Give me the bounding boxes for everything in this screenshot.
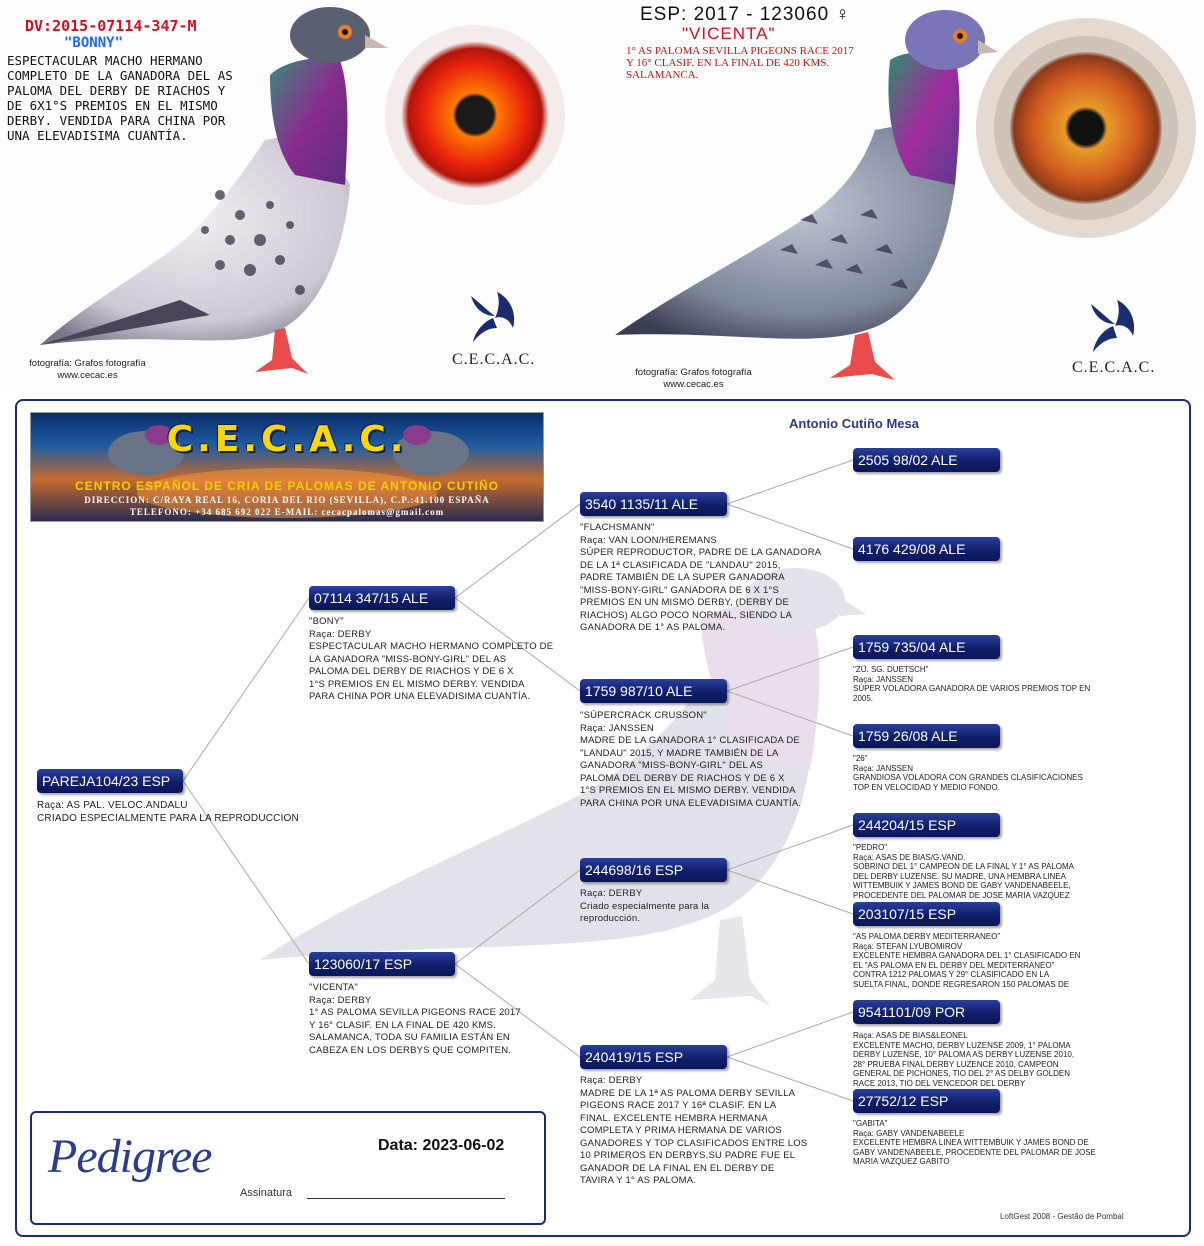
banner-contact: TELEFONO: +34 685 692 022 E-MAIL: cecacpalomas@gmail.com: [129, 507, 445, 517]
pedigree-node-sdd[interactable]: 1759 26/08 ALE: [853, 724, 1000, 748]
pedigree-node-dam-dam[interactable]: 240419/15 ESP: [580, 1045, 727, 1069]
photo-credit: fotografía: Grafos fotografía www.cecac.es: [635, 367, 752, 390]
cecac-logo-text: C.E.C.A.C.: [452, 351, 536, 368]
ring-number: ESP: 2017 - 123060 ♀: [640, 4, 851, 25]
dss-details: "PEDRO" Raça: ASAS DE BIAS/G.VAND. SOBRINO DEL 1° CAMPEON DE LA FINAL Y 1° AS PALOMA DEL DERBY LUZENSE. SU MADRE, UNA HEMBRA LINEA WITTEMBUIK Y JAMES BOND DE GABY VANDENABEELE, PROCEDENTE DEL PALOMAR DE JOSE MARIA VAZQUEZ: [853, 843, 1074, 900]
banner-subtitle: CENTRO ESPAÑOL DE CRIA DE PALOMAS DE ANTONIO CUTIÑO: [75, 479, 499, 493]
pigeon-name: "VICENTA": [682, 24, 776, 43]
cecac-logo-icon: [1085, 296, 1145, 356]
pigeon-description: 1° AS PALOMA SEVILLA PIGEONS RACE 2017 Y 16° CLASIF. EN LA FINAL DE 420 KMS. SALAMANCA.: [626, 45, 854, 81]
sire-details: "BONY" Raça: DERBY ESPECTACULAR MACHO HERMANO COMPLETO DE LA GANADORA "MISS-BONY-GIRL" DEL AS PALOMA DEL DERBY DE RIACHOS Y DE 6 X 1°S PREMIOS EN EL MISMO DERBY. VENDIDA PARA CHINA POR UNA ELEVADISIMA CUANTÍA.: [309, 616, 554, 702]
dsd-details: "AS PALOMA DERBY MEDITERRANEO" Raça: STEFAN LYUBOMIROV EXCELENTE HEMBRA GANADORA DEL 1° CLASIFICADO EN EL "AS PALOMA EN EL DERBY DEL MEDITERRANEO" CONTRA 1212 PALOMAS Y 29° CLASIFICADO EN LA SUELTA FINAL, DONDE REGRESARON 150 PALOMAS DE: [853, 932, 1081, 989]
ring-number: DV:2015-07114-347-M: [25, 17, 197, 35]
pedigree-node-ssd[interactable]: 4176 429/08 ALE: [853, 537, 1000, 561]
signature-line[interactable]: [307, 1198, 505, 1199]
eye-photo-bonny: [382, 22, 568, 208]
breeder-name: Antonio Cutiño Mesa: [789, 416, 919, 431]
pedigree-node-sire-dam[interactable]: 1759 987/10 ALE: [580, 679, 727, 703]
photo-panel-vicenta: [590, 0, 1204, 392]
pedigree-node-dam-sire[interactable]: 244698/16 ESP: [580, 858, 727, 882]
pedigree-node-dsd[interactable]: 203107/15 ESP: [853, 902, 1000, 926]
photo-credit: fotografía: Grafos fotografía www.cecac.es: [29, 358, 146, 381]
cecac-logo-icon: [465, 288, 525, 343]
software-credit: LoftGest 2008 - Gestão de Pombal: [1000, 1212, 1124, 1221]
cecac-logo-text: C.E.C.A.C.: [1072, 359, 1156, 376]
date-label: Data: 2023-06-02: [378, 1137, 505, 1154]
pigeon-description: ESPECTACULAR MACHO HERMANO COMPLETO DE LA GANADORA DEL AS PALOMA DEL DERBY DE RIACHOS Y DE 6X1°S PREMIOS EN EL MISMO DERBY. VENDIDA PARA CHINA POR UNA ELEVADISIMA CUANTÍA.: [7, 53, 233, 143]
photo-panel-bonny: [0, 0, 590, 392]
banner-address: DIRECCION: C/RAYA REAL 16, CORIA DEL RIO (SEVILLA), C.P.:41.100 ESPAÑA: [84, 495, 490, 505]
subject-details: Raça: AS PAL. VELOC.ANDALU CRIADO ESPECIALMENTE PARA LA REPRODUCCION: [37, 800, 299, 824]
sire-sire-details: "FLACHSMANN" Raça: VAN LOON/HEREMANS SÚPER REPRODUCTOR, PADRE DE LA GANADORA DE LA 1ª CLASIFICADA DE "LANDAU" 2015, PADRE TAMBIÉN DE LA SUPER GANADORA "MISS-BONY-GIRL" GANADORA DE 6 X 1°S PREMIOS EN UN MISMO DERBY, (DERBY DE RIACHOS) ALGO POCO NORMAL, SIENDO LA GANADORA DE 1° AS PALOMA.: [580, 522, 822, 633]
pedigree-node-sire-sire[interactable]: 3540 1135/11 ALE: [580, 492, 727, 516]
pedigree-script-title: Pedigree: [48, 1130, 212, 1183]
dam-sire-details: Raça: DERBY Criado especialmente para la reproducción.: [580, 888, 710, 924]
dam-dam-details: Raça: DERBY MADRE DE LA 1ª AS PALOMA DERBY SEVILLA PIGEONS RACE 2017 Y 16ª CLASIF. EN LA FINAL. EXCELENTE HEMBRA HERMANA COMPLETA Y PRIMA HERMANA DE VARIOS GANADORES Y TOP CLASIFICADOS ENTRE LOS 10 PRIMEROS EN DERBYS.SU PADRE FUE EL GANADOR DE LA FINAL EN EL DERBY DE TAVIRA Y 1° AS PALOMA.: [580, 1075, 808, 1186]
pigeon-name: "BONNY": [64, 35, 124, 51]
ddd-details: "GABITA" Raça: GABY VANDENABEELE EXCELENTE HEMBRA LINEA WITTEMBUIK Y JAMES BOND DE GABY VANDENABEELE, PROCEDENTE DEL PALOMAR DE JOSE MARIA VAZQUEZ GABITO: [853, 1119, 1096, 1166]
pigeon-photo-bonny: [30, 0, 390, 392]
eye-photo-vicenta: [974, 16, 1198, 240]
banner-title: C.E.C.A.C.: [166, 419, 408, 460]
sire-dam-details: "SÚPERCRACK CRUSSON" Raça: JANSSEN MADRE DE LA GANADORA 1° CLASIFICADA DE "LANDAU" 2015, Y MADRE TAMBIÉN DE LA GANADORA "MISS-BONY-GIRL" DEL AS PALOMA DEL DERBY DE RIACHOS Y DE 6 X 1°S PREMIOS EN EL MISMO DERBY. VENDIDA PARA CHINA POR UNA ELEVADISIMA CUANTÍA.: [580, 710, 802, 809]
dds-details: Raça: ASAS DE BIAS&LEONEL EXCELENTE MACHO, DERBY LUZENSE 2009, 1° PALOMA DERBY LUZENSE, 10° PALOMA AS DERBY LUZENSE 2010, 28° PRUEBA FINAL DERBY LUZENCE 2010, CAMPEON GENERAL DE PICHONES, TIO DEL 2° AS DELBY GOLDEN RACE 2013, TIO DEL VENCEDOR DEL DERBY: [853, 1031, 1075, 1088]
dam-details: "VICENTA" Raça: DERBY 1° AS PALOMA SEVILLA PIGEONS RACE 2017 Y 16° CLASIF. EN LA FINAL DE 420 KMS. SALAMANCA, TODA SU FAMILIA ESTÁN EN CABEZA EN LOS DERBYS QUE COMPITEN.: [309, 982, 521, 1056]
signature-label: Assinatura: [240, 1187, 292, 1199]
pigeon-photo-vicenta: [610, 0, 1000, 392]
pedigree-node-sss[interactable]: 2505 98/02 ALE: [853, 448, 1000, 472]
sds-details: "ZÜ. SG. DUETSCH" Raça: JANSSEN SÚPER VOLADORA GANADORA DE VARIOS PREMIOS TOP EN 2005.: [853, 665, 1091, 703]
pedigree-node-sds[interactable]: 1759 735/04 ALE: [853, 635, 1000, 659]
sdd-details: "26" Raça: JANSSEN GRANDIOSA VOLADORA CON GRANDES CLASIFICACIONES TOP EN VELOCIDAD Y MEDIO FONDO.: [853, 754, 1083, 792]
pedigree-node-ddd[interactable]: 27752/12 ESP: [853, 1089, 1000, 1113]
pedigree-node-dds[interactable]: 9541101/09 POR: [853, 1000, 1000, 1024]
pedigree-node-sire[interactable]: 07114 347/15 ALE: [309, 586, 455, 610]
pedigree-node-dss[interactable]: 244204/15 ESP: [853, 813, 1000, 837]
pedigree-node-subject[interactable]: PAREJA104/23 ESP: [37, 769, 183, 793]
cecac-banner: [30, 412, 544, 522]
pedigree-node-dam[interactable]: 123060/17 ESP: [309, 952, 455, 976]
pedigree-footer-box: [30, 1111, 546, 1225]
